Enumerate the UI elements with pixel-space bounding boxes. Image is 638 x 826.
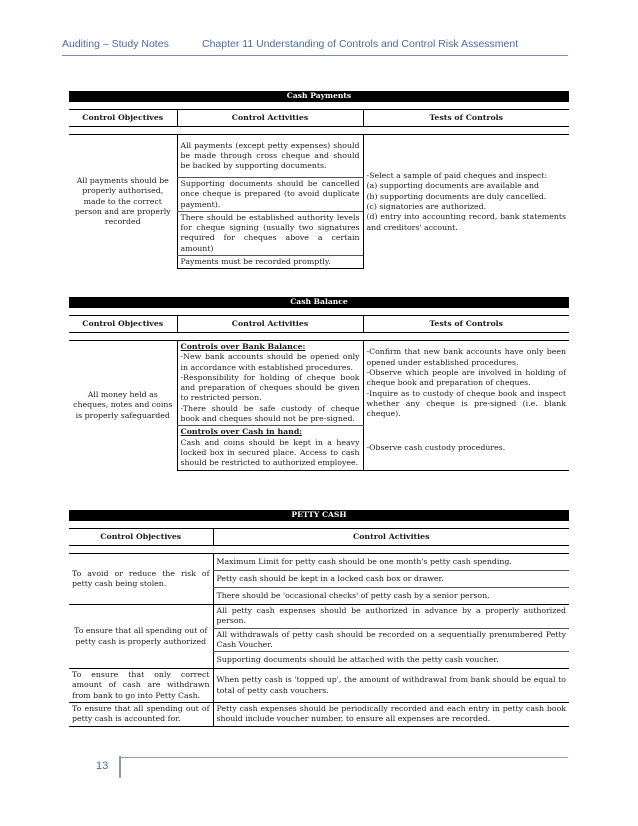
petty-activity: There should be 'occasional checks' of petty cash by a senior person. (213, 588, 569, 605)
petty-objective: To avoid or reduce the risk of petty cash being stolen. (69, 554, 213, 605)
cash-payments-table (69, 91, 569, 269)
petty-cash-table (69, 510, 569, 727)
bank-balance-tests (363, 341, 569, 426)
petty-objective: To ensure that all spending out of petty cash is accounted for. (69, 703, 213, 727)
cash-in-hand-controls (177, 426, 363, 470)
header-study-notes: Auditing – Study Notes (62, 38, 169, 50)
page-number: 13 (96, 760, 109, 772)
test-line: -Inquire as to custody of cheque book and inspect whether any cheque is pre-signed (i.e. blank cheque). (366, 388, 567, 419)
cash-payments-tests (363, 135, 569, 269)
test-line: (c) signatories are authorized. (366, 201, 487, 211)
test-line: -Observe which people are involved in holding of cheque book and preparation of cheques. (366, 367, 567, 388)
cash-balance-title: Cash Balance (69, 297, 569, 308)
activity-line: -There should be safe custody of cheque book and cheques should not be pre-signed. (180, 403, 360, 424)
petty-activity: Maximum Limit for petty cash should be one month's petty cash spending. (213, 554, 569, 571)
test-line: -Select a sample of paid cheques and inspect: (366, 171, 548, 181)
petty-objective: To ensure that only correct amount of cash are withdrawn from bank to go into Petty Cash. (69, 669, 213, 703)
running-header (62, 38, 568, 50)
cash-payments-activity: Supporting documents should be cancelled once cheque is prepared (to avoid duplicate payment). (177, 178, 363, 212)
petty-activity: When petty cash is 'topped up', the amount of withdrawal from bank should be equal to total of petty cash vouchers. (213, 669, 569, 703)
footer-divider (119, 756, 121, 778)
test-line: (a) supporting documents are available and (366, 181, 540, 191)
cash-payments-activity: There should be established authority levels for cheque signing (usually two signatures required for cheques above a certain amount) (177, 211, 363, 255)
petty-activity: All petty cash expenses should be authorized in advance by a properly authorized person. (213, 605, 569, 629)
col-tests-of-controls: Tests of Controls (363, 316, 569, 333)
header-chapter-title: Chapter 11 Understanding of Controls and Control Risk Assessment (202, 38, 519, 50)
cash-payments-activity: All payments (except petty expenses) should be made through cross cheque and should be backed by supporting documents. (177, 135, 363, 178)
footer-rule (121, 757, 568, 758)
col-control-activities: Control Activities (213, 529, 569, 546)
cash-in-hand-test: -Observe cash custody procedures. (363, 426, 569, 470)
col-tests-of-controls: Tests of Controls (363, 110, 569, 127)
header-rule (62, 55, 568, 56)
col-control-objectives: Control Objectives (69, 110, 177, 127)
test-line: -Confirm that new bank accounts have only been opened under established procedures. (366, 347, 567, 367)
bank-balance-controls (177, 341, 363, 426)
test-line: (b) supporting documents are duly cancelled. (366, 191, 547, 201)
activity-line: -Responsibility for holding of cheque book and preparation of cheques should be given to restricted person. (180, 372, 360, 403)
col-control-objectives: Control Objectives (69, 529, 213, 546)
cash-payments-activity: Payments must be recorded promptly. (177, 256, 363, 269)
petty-activity: All withdrawals of petty cash should be recorded on a sequentially prenumbered Petty Cash Voucher. (213, 628, 569, 652)
petty-objective: To ensure that all spending out of petty cash is properly authorized (69, 605, 213, 669)
activity-line: -New bank accounts should be opened only in accordance with established procedures. (180, 352, 360, 372)
petty-activity: Petty cash should be kept in a locked cash box or drawer. (213, 571, 569, 588)
activity-line: Cash and coins should be kept in a heavy locked box in secured place. Access to cash should be restricted to authorized employee. (180, 437, 360, 468)
cash-payments-objective: All payments should be properly authorised, made to the correct person and are properly recorded (69, 135, 177, 269)
cash-balance-table (69, 297, 569, 471)
col-control-activities: Control Activities (177, 110, 363, 127)
cash-balance-objective: All money held as cheques, notes and coins is properly safeguarded (69, 341, 177, 471)
col-control-objectives: Control Objectives (69, 316, 177, 333)
test-line: (d) entry into accounting record, bank statements and creditors' account. (366, 212, 567, 232)
col-control-activities: Control Activities (177, 316, 363, 333)
petty-activity: Petty cash expenses should be periodically recorded and each entry in petty cash book should include voucher number, to ensure all expenses are recorded. (213, 703, 569, 727)
cash-payments-title: Cash Payments (69, 91, 569, 102)
cash-in-hand-heading: Controls over Cash in hand: (180, 427, 303, 437)
petty-cash-title: PETTY CASH (69, 510, 569, 521)
bank-balance-heading: Controls over Bank Balance: (180, 342, 306, 351)
petty-activity: Supporting documents should be attached with the petty cash voucher. (213, 652, 569, 669)
